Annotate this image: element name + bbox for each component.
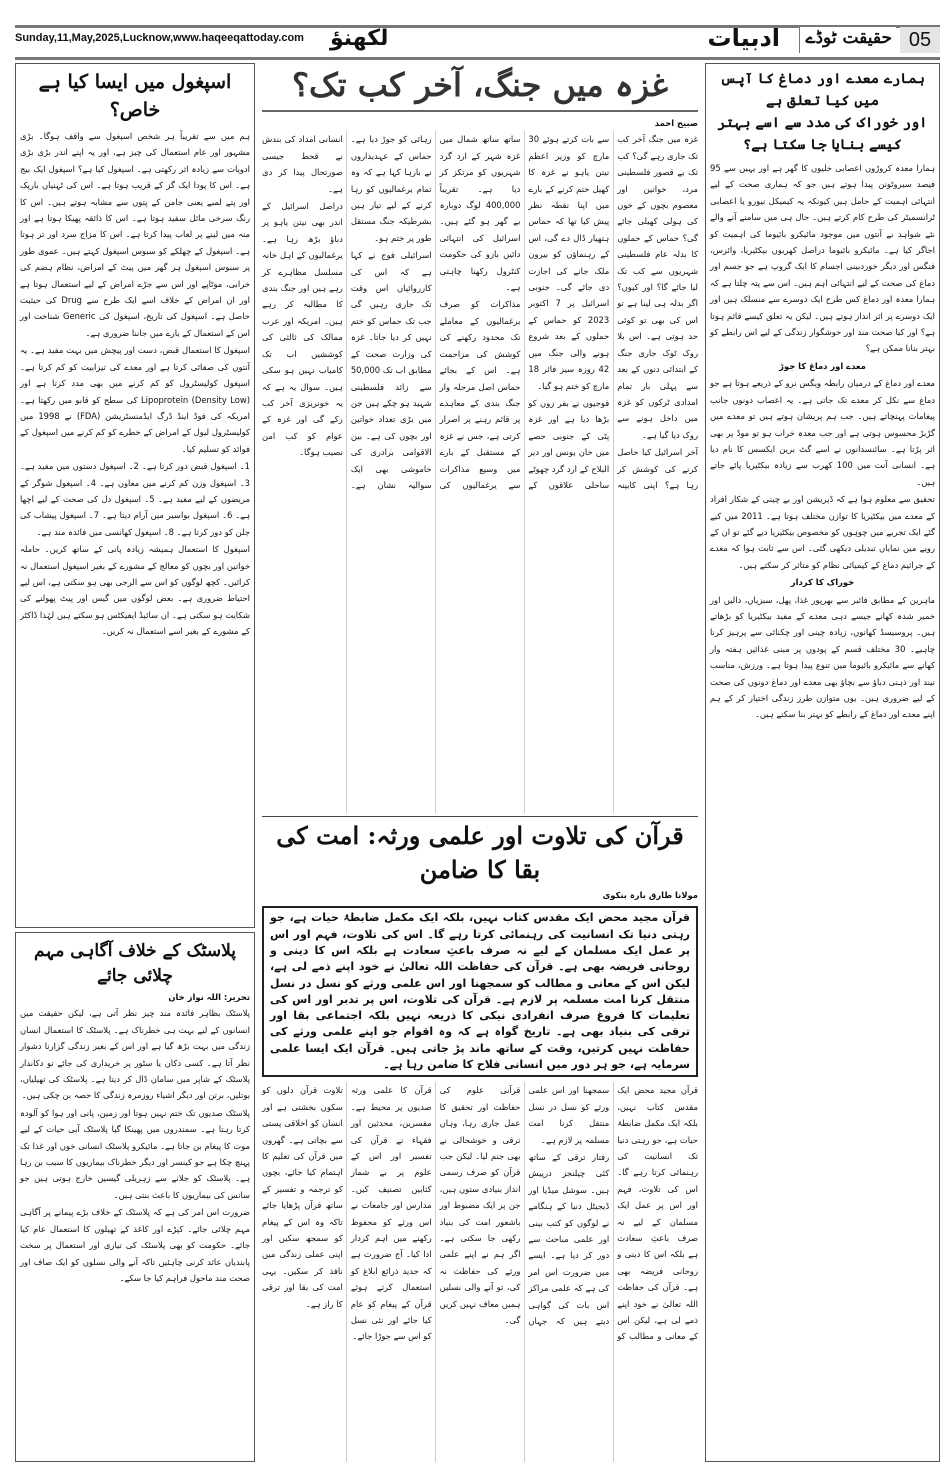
paragraph: پلاسٹک صدیوں تک ختم نہیں ہوتا اور زمین، پانی اور ہوا کو آلودہ کرتا رہتا ہے۔ سمندروں میں پھینکا گیا پلاسٹک آبی حیات کے لیے موت کا پیغام بن جاتا ہے۔ مائیکرو پلاسٹک انسانی خون اور غذا تک پہنچ چکا ہے جو کینسر اور دیگر خطرناک بیماریوں کا سبب بن رہا ہے۔ پلاسٹک کو جلانے سے زہریلی گیسیں خارج ہوتی ہیں جو سانس کی بیماریوں کا باعث بنتی ہیں۔ — [20, 1107, 250, 1200]
gaza-bottom-rule — [262, 816, 698, 817]
paragraph: ہم میں سے تقریباً ہر شخص اسپغول سے واقف ہوگا۔ بڑی مشہور اور عام استعمال کی چیز ہے، اور یہ اپنے اندر بڑی بڑی ادویات سے زیادہ اثر رکھتی ہے۔ اسپغول کیا ہے؟ اسپغول ایک بیج ہے۔ اس کا پودا ایک گز کے قریب ہوتا ہے۔ اس کی ٹہنیاں باریک اور پتے لمبے یعنی جامن کے پتوں سے مشابہ ہوتے ہیں۔ اس کا رنگ سرخی مائل سفید ہوتا ہے۔ اس کا ذائقہ پھیکا ہوتا ہے اور منہ میں لینے پر لعاب پیدا کرتا ہے۔ اس کا مزاج سرد اور تر ہوتا ہے۔ اسپغول کے چھلکے کو سبوس اسپغول کہتے ہیں۔ عموی طور پر سبوس اسپغول ہر گھر میں پیٹ کے امراض، نظام ہضم کی خرابی، موٹاپے اور اس سے جڑے امراض کے لیے استعمال ہوتا ہے اور ان امراض کے خلاف اسے ایک طرح سے Drug کی حیثیت حاصل ہے۔ اسپغول کی تاریخ، اسپغول کی Generic شناخت اور اس کے استعمال کے بارے میں جاننا ضروری ہے۔ — [20, 131, 250, 338]
stomach-headline-line2: اور خوراک کی مدد سے اسے بہتر کیسے بنایا جا سکتا ہے؟ — [717, 115, 928, 153]
paragraph: ہمارا معدہ کروڑوں اعصابی خلیوں کا گھر ہے اور یہیں سے 95 فیصد سیروٹونن پیدا ہوتے ہیں جو کہ ہماری صحت کے لیے انتہائی اہمیت کے حامل ہیں کیونکہ یہ کیمیکل نیورو یا اعصابی ٹرانسمیٹر کی طرح کام کرتے ہیں۔ حال ہی میں سامنے آنے والے نئے شواہد نے آنتوں میں موجود مائیکرو بائیوما کی اہمیت کو اجاگر کیا ہے۔ مائیکرو بائیوما دراصل کھربوں بیکٹیریا، وائرس، فنگس اور دیگر خوردبینی اجسام کا ایک گروپ ہے جو جسم اور دماغ کی صحت کے لیے انتہائی اہم ہیں۔ اس سے پتہ چلتا ہے کہ ہمارا معدہ اور دماغ کس طرح ایک دوسرے سے منسلک ہیں اور ایک دوسرے پر اثر انداز ہوتے ہیں۔ لیکن یہ تعلق کیسے قائم ہوتا ہے؟ اور کیا صحت مند اور خوشگوار زندگی کے لیے اس رابطے کو بہتر بنانا ممکن ہے؟ — [710, 163, 935, 354]
paragraph: ماہرین کے مطابق فائبر سے بھرپور غذا، پھل، سبزیاں، دالیں اور خمیر شدہ کھانے جیسے دہی معدے کے مفید بیکٹیریا کو بڑھاتے ہیں۔ پروسیسڈ کھانوں، زیادہ چینی اور چکنائی سے پرہیز کرنا چاہیے۔ 30 مختلف قسم کے پودوں پر مبنی غذائیں ہفتہ وار کھانے سے مائیکرو بائیوما میں تنوع پیدا ہوتا ہے۔ ورزش، مناسب نیند اور ذہنی دباؤ سے بچاؤ بھی معدے اور دماغ دونوں کی صحت کے لیے ضروری ہیں۔ یوں متوازن طرز زندگی اختیار کر کے ہم اپنے معدے اور دماغ کے رابطے کو بہتر بنا سکتے ہیں۔ — [710, 594, 935, 720]
plastic-article — [15, 932, 255, 1462]
plastic-body — [20, 1005, 250, 1457]
gaza-headline: غزہ میں جنگ، آخر کب تک؟ — [292, 66, 668, 104]
newspaper-logo: حقیقت ٹوڈے — [799, 27, 897, 53]
paragraph: غزہ میں جنگ آخر کب تک جاری رہے گی؟ کب تک بے قصور فلسطینی مرد، خواتین اور معصوم بچوں کے خون کی ہولی کھیلی جائے گی؟ حماس کے حملوں کا بدلہ عام فلسطینی شہریوں سے کب تک لیا جائے گا؟ اور کیوں؟ اگر بدلہ ہی لینا ہے تو اس کی بھی تو کوئی حد ہوتی ہے۔ اس بلا روک ٹوک جاری جنگ کے ابتدائی دنوں کے بعد سے پہلی بار تمام امدادی ٹرکوں کو غزہ میں داخل ہونے سے روک دیا گیا ہے۔ — [617, 134, 698, 440]
paragraph: فوجیوں نے بفر زون کو بڑھا دیا ہے اور غزہ پٹی کے جنوبی حصے میں خان یونس اور دیر البلاح کے ارد گرد چھوٹے ساحلی علاقوں کے ساتھ ساتھ شمال میں غزہ شہر کے ارد گرد شہریوں کو مرتکز کر دیا ہے۔ تقریباً 400,000 لوگ دوبارہ بے گھر ہو گئے ہیں۔ اسرائیل کی انتہائی دائیں بازو کی حکومت کنٹرول رکھنا چاہتی ہے۔ — [439, 134, 610, 490]
stomach-body — [710, 160, 935, 1457]
gaza-body — [262, 131, 698, 813]
gaza-article — [262, 63, 698, 813]
section-title: ادبیات — [707, 24, 780, 52]
city-name: لکھنؤ — [330, 26, 389, 51]
subheading: خوراک کا کردار — [790, 577, 855, 588]
page-number: 05 — [900, 27, 940, 53]
paragraph: پلاسٹک بظاہر فائدہ مند چیز نظر آتی ہے، لیکن حقیقت میں انسانوں کے لیے بہت ہی خطرناک ہے۔ پلاسٹک کا استعمال انسان زندگی میں بہت بڑھ گیا ہے اور اس کے بغیر زندگی گزارنا دشوار نظر آتا ہے۔ کسی دکان یا سٹور پر خریداری کی جائے تو دکاندار پلاسٹک کے شاپر میں سامان ڈال کر دیتا ہے۔ پلاسٹک کی تھیلیاں، بوتلیں، برتن اور دیگر اشیاء روزمرہ زندگی کا حصہ بن چکی ہیں۔ — [20, 1008, 250, 1101]
gaza-divider — [262, 110, 698, 112]
paragraph: تحقیق سے معلوم ہوا ہے کہ ڈپریشن اور بے چینی کے شکار افراد کے معدے میں بیکٹیریا کا توازن مختلف ہوتا ہے۔ 2011 میں کیے گئے ایک تجربے میں چوہوں کو مخصوص بیکٹیریا دیے گئے تو ان کے رویے میں نمایاں تبدیلی دیکھی گئی۔ اس سے ثابت ہوا کہ معدے کے جراثیم دماغ کے کیمیائی نظام کو متاثر کر سکتے ہیں۔ — [710, 494, 936, 570]
paragraph: آخر اسرائیل کیا حاصل کرنے کی کوشش کر رہا ہے؟ اپنی کابینہ سے بات کرتے ہوئے 30 مارچ کو وزیر اعظم نیتن یاہو نے غزہ کا کھیل ختم کرنے کے بارے میں اپنا نقطہ نظر پیش کیا تھا کہ حماس ہتھیار ڈال دے گی، اس کے رہنماؤں کو بیرون ملک جانے کی اجازت دی جائے گی۔ جنوبی اسرائیل پر 7 اکتوبر 2023 کو حماس کے حملوں کے بعد شروع ہونے والی جنگ میں 42 روزہ سیز فائر 18 مارچ کو ختم ہو گیا۔ — [528, 134, 698, 490]
paragraph: قرآن کا علمی ورثہ صدیوں پر محیط ہے۔ مفسرین، محدثین اور فقہاء نے قرآن کی تفسیر اور اس کے علوم پر بے شمار کتابیں تصنیف کیں۔ مدارس اور جامعات نے اس ورثے کو محفوظ رکھنے میں اہم کردار ادا کیا۔ آج ضرورت ہے کہ جدید ذرائع ابلاغ کو استعمال کرتے ہوئے قرآن کے پیغام کو عام کیا جائے اور نئی نسل کو اس سے جوڑا جائے۔ — [350, 1085, 432, 1342]
paragraph: اسرائیلی فوج نے کہا ہے کہ اس کی کارروائیاں اس وقت تک جاری رہیں گی جب تک حماس کو ختم نہیں کر دیا جاتا۔ غزہ کی وزارت صحت کے مطابق اب تک 50,000 سے زائد فلسطینی شہید ہو چکے ہیں جن میں بڑی تعداد خواتین اور بچوں کی ہے۔ بین الاقوامی برادری کی خاموشی بھی ایک سوالیہ نشان ہے۔ انسانی امداد کی بندش نے قحط جیسی صورتحال پیدا کر دی ہے۔ — [262, 134, 432, 490]
quran-body — [262, 1082, 698, 1462]
stomach-headline-line1: ہمارے معدے اور دماغ کا آپس میں کیا تعلق ہے — [720, 71, 925, 109]
quran-article — [262, 819, 698, 1462]
paragraph: اسپغول کا استعمال قبض، دست اور پیچش میں بہت مفید ہے۔ یہ آنتوں کی صفائی کرتا ہے اور معدے کی تیزابیت کو کم کرتا ہے۔ اسپغول کولیسٹرول کو کم کرنے میں بھی مدد کرتا ہے اور Lipoprotein (Density Low) کی سطح کو قابو میں رکھتا ہے۔ امریکہ کی فوڈ اینڈ ڈرگ ایڈمنسٹریشن (FDA) نے 1998 میں کولیسٹرول لیول کے امراض کے خطرے کو کم کرنے میں اسپغول کے فوائد کو تسلیم کیا۔ — [20, 345, 250, 454]
paragraph: ضرورت اس امر کی ہے کہ پلاسٹک کے خلاف بڑے پیمانے پر آگاہی مہم چلائی جائے۔ کپڑے اور کاغذ کے تھیلوں کا استعمال عام کیا جائے۔ حکومت کو بھی پلاسٹک کی تیاری اور استعمال پر سخت پابندیاں عائد کرنی چاہئیں تاکہ آنے والی نسلوں کو ایک صاف اور صحت مند ماحول فراہم کیا جا سکے۔ — [20, 1207, 250, 1283]
quran-byline: مولانا طارق بارہ بنکوی — [602, 890, 698, 900]
isabgol-headline: اسپغول میں ایسا کیا ہے خاص؟ — [38, 71, 232, 121]
isabgol-body — [20, 128, 250, 923]
plastic-headline: پلاسٹک کے خلاف آگاہی مہم چلائی جائے — [34, 941, 236, 986]
paragraph: قرآن مجید محض ایک مقدس کتاب نہیں، بلکہ ایک مکمل ضابطۂ حیات ہے، جو رہتی دنیا تک انسانیت کی رہنمائی کرتا رہے گا۔ اس کی تلاوت، فہم اور اس پر عمل ایک مسلمان کے لیے نہ صرف باعثِ سعادت ہے بلکہ اس کا دینی و روحانی فریضہ بھی ہے۔ قرآن کی حفاظت اللہ تعالیٰ نے خود اپنے ذمے لی ہے، لیکن اس کے معانی و مطالب کو سمجھنا اور اس علمی ورثے کو نسل در نسل منتقل کرنا امت مسلمہ پر لازم ہے۔ — [528, 1085, 698, 1342]
gaza-byline: صبیح احمد — [654, 118, 698, 128]
paragraph: مذاکرات کو صرف یرغمالیوں کے معاملے تک محدود رکھنے کی کوشش کی مزاحمت ہے۔ اس کے بجائے حماس اصل مرحلہ وار جنگ بندی کے معاہدے پر قائم رہنے پر اصرار کرتی ہے، جس نے غزہ کے مستقبل کے بارے میں وسیع مذاکرات سے یرغمالیوں کی رہائی کو جوڑ دیا ہے۔ حماس کے عہدیداروں نے بارہا کہا ہے کہ وہ تمام یرغمالیوں کو رہا کرنے کے لیے تیار ہیں بشرطیکہ جنگ مستقل طور پر ختم ہو۔ — [350, 134, 521, 490]
header-bottom-rule — [15, 57, 940, 60]
paragraph: تلاوت قرآن دلوں کو سکون بخشتی ہے اور انسان کو اخلاقی پستی سے بچاتی ہے۔ گھروں میں قرآن کی تعلیم کا اہتمام کیا جائے، بچوں کو ترجمہ و تفسیر کے ساتھ قرآن پڑھایا جائے تاکہ وہ اس کے پیغام کو سمجھ سکیں اور اپنی عملی زندگی میں نافذ کر سکیں۔ یہی امت کی بقا اور ترقی کا راز ہے۔ — [262, 1085, 343, 1309]
stomach-article — [705, 63, 940, 1462]
plastic-byline: تحریر: اللہ نواز خان — [168, 992, 250, 1002]
quran-headline: قرآن کی تلاوت اور علمی ورثہ: امت کی بقا کا ضامن — [276, 821, 684, 884]
paragraph: معدے اور دماغ کے درمیان رابطہ ویگس نرو کے ذریعے ہوتا ہے جو دماغ سے نکل کر معدے تک جاتی ہے۔ یہ اعصاب دونوں جانب پیغامات پہنچاتے ہیں۔ جب ہم پریشان ہوتے ہیں تو معدے میں گڑبڑ محسوس ہوتی ہے اور جب معدہ خراب ہو تو موڈ پر بھی اثر پڑتا ہے۔ سائنسدانوں نے اسے گٹ برین ایکسس کا نام دیا ہے۔ انسانی آنت میں 100 کھرب سے زیادہ بیکٹیریا پائے جاتے ہیں۔ — [710, 378, 935, 487]
paragraph: رفتار ترقی کے ساتھ کئی چیلنجز درپیش ہیں۔ سوشل میڈیا اور ڈیجیٹل دنیا کے ہنگامے نے لوگوں کو کتب بینی اور علمی مباحث سے دور کر دیا ہے۔ ایسے میں ضرورت اس امر کی ہے کہ علمی مراکز اس بات کی گواہی دیتے ہیں کہ جہاں قرآنی علوم کی حفاظت اور تحقیق کا عمل جاری رہا، وہاں ترقی و خوشحالی نے بھی جنم لیا۔ لیکن جب قرآن کو صرف رسمی انداز بنیادی ستون ہیں، جن پر ایک مضبوط اور باشعور امت کی بنیاد رکھی جا سکتی ہے۔ اگر ہم نے اپنے علمی ورثے کی حفاظت نہ کی، تو آنے والی نسلیں ہمیں معاف نہیں کریں گی۔ — [439, 1085, 610, 1327]
quran-highlight-box: قرآن مجید محض ایک مقدس کتاب نہیں، بلکہ ایک مکمل ضابطۂ حیات ہے، جو رہتی دنیا تک انسانیت کی رہنمائی کرتا رہے گا۔ اس کی تلاوت، فہم اور اس پر عمل ایک مسلمان کے لیے نہ صرف باعثِ سعادت ہے بلکہ اس کا دینی و روحانی فریضہ بھی ہے۔ قرآن کی حفاظت اللہ تعالیٰ نے خود اپنے ذمے لی ہے، لیکن اس کے معانی و مطالب کو سمجھنا اور اس علمی ورثے کو نسل در نسل منتقل کرنا امت مسلمہ پر لازم ہے۔ قرآن کی تلاوت، اس پر تدبر اور اس کی تعلیمات کا فروغ صرف انفرادی نیکی کا ذریعہ نہیں بلکہ اجتماعی بقا اور ترقی کی بنیاد بھی ہے۔ تاریخ گواہ ہے کہ وہ اقوام جو اپنے علمی ورثے کی حفاظت نہیں کرتیں، وقت کے ساتھ ماند پڑ جاتی ہیں۔ قرآن ایک ایسا علمی سرمایہ ہے، جو ہر دور میں انسانی فلاح کا ضامن رہا ہے۔ — [262, 906, 698, 1077]
paragraph: اسپغول کا استعمال ہمیشہ زیادہ پانی کے ساتھ کریں۔ حاملہ خواتین اور بچوں کو معالج کے مشورے کے بغیر اسپغول استعمال نہ کرائیں۔ کچھ لوگوں کو اس سے الرجی بھی ہو سکتی ہے، اس لیے احتیاط ضروری ہے۔ بعض لوگوں میں گیس اور پیٹ پھولنے کی شکایت ہو سکتی ہے۔ ان سائیڈ ایفیکٹس ہو سکتے ہیں لہٰذا ڈاکٹر کے مشورے کے بغیر اسے استعمال نہ کریں۔ — [20, 544, 250, 637]
subheading: معدے اور دماغ کا جوڑ — [779, 360, 866, 371]
date-line: Sunday,11,May,2025,Lucknow,www.haqeeqattoday.com — [15, 32, 304, 44]
paragraph: 1۔ اسپغول قبض دور کرتا ہے۔ 2۔ اسپغول دستوں میں مفید ہے۔ 3۔ اسپغول وزن کم کرنے میں معاون ہے۔ 4۔ اسپغول شوگر کے مریضوں کے لیے مفید ہے۔ 5۔ اسپغول دل کی صحت کے لیے اچھا ہے۔ 6۔ اسپغول بواسیر میں آرام دیتا ہے۔ 7۔ اسپغول پیشاب کی جلن کو دور کرتا ہے۔ 8۔ اسپغول کھانسی میں فائدہ مند ہے۔ — [20, 461, 250, 537]
paragraph: دراصل اسرائیل کے اندر بھی نیتن یاہو پر دباؤ بڑھ رہا ہے۔ یرغمالیوں کے اہل خانہ مسلسل مظاہرے کر رہے ہیں اور جنگ بندی کا مطالبہ کر رہے ہیں۔ امریکہ اور عرب ممالک کی ثالثی کی کوششیں اب تک کامیاب نہیں ہو سکی ہیں۔ سوال یہ ہے کہ یہ خونریزی آخر کب رکے گی اور غزہ کے عوام کو کب امن نصیب ہوگا۔ — [262, 201, 343, 458]
isabgol-article — [15, 63, 255, 928]
